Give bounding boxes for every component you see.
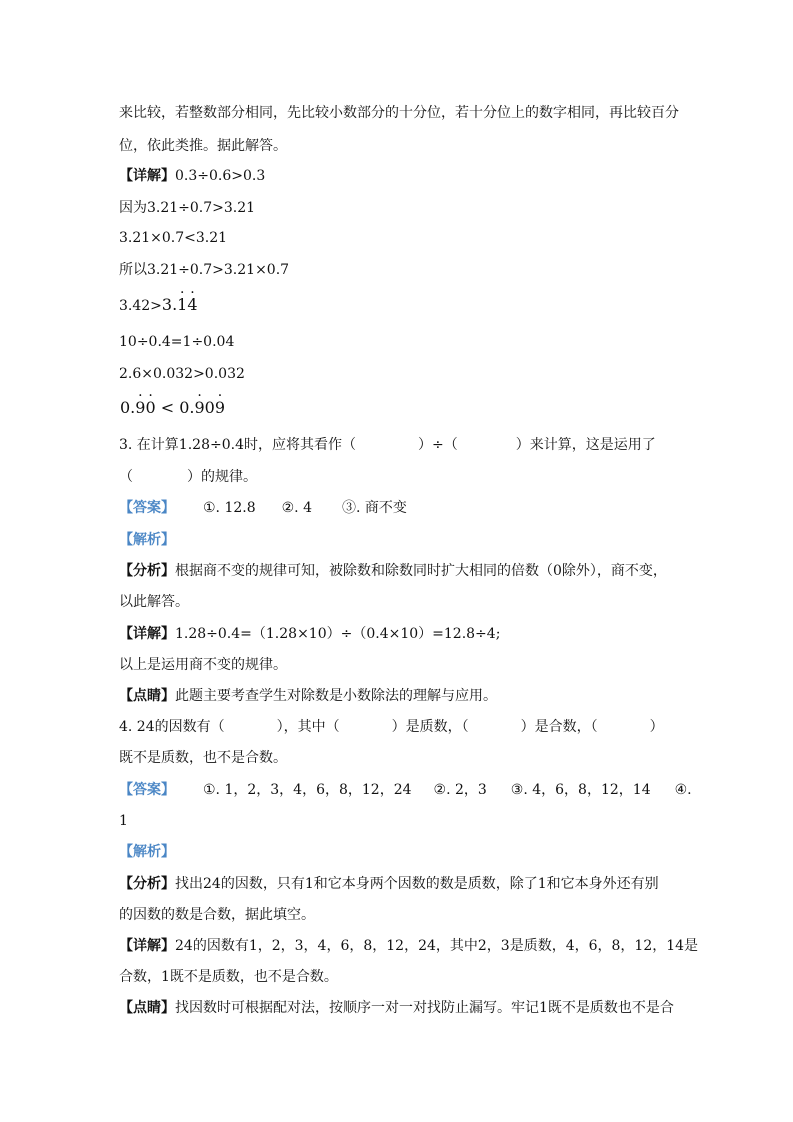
comparison-left: 3.42> [119,298,162,314]
q2-detail-line-8: 0.· 9· 0 < 0.· 90· 9 [120,398,225,418]
answer-label: 【答案】 [119,500,175,516]
repeating-decimal: 3.· 1· 4 [162,295,198,314]
q3-stem-line-2: （ ）的规律。 [119,469,257,485]
answer-label: 【答案】 [119,782,175,798]
q4-answer: 【答案】 ①. 1，2，3，4，6，8，12，24 ②. 2，3 ③. 4，6，8，12，14 ④. [119,782,692,798]
q4-analysis-label: 【解析】 [119,844,175,860]
q4-stem-line-2: 既不是质数，也不是合数。 [119,750,287,766]
q2-detail-line-6: 10÷0.4=1÷0.04 [119,334,235,350]
q2-detail-line-1 [119,166,265,186]
q3-answer: 【答案】 ①. 12.8 ②. 4 ③. 商不变 [119,500,407,516]
q2-detail-line-7: 2.6×0.032>0.032 [119,366,245,382]
q3-stem-line-1: 3. 在计算1.28÷0.4时，应将其看作（ ）÷（ ）来计算，这是运用了 [119,437,656,453]
q3-fenxi-line-1: 【分析】根据商不变的规律可知，被除数和除数同时扩大相同的倍数（0除外），商不变， [119,563,667,579]
intro-line-2: 位，依此类推。据此解答。 [119,138,287,154]
q4-fenxi-line-1: 【分析】找出24的因数，只有1和它本身两个因数的数是质数，除了1和它本身外还有别 [119,876,659,892]
q3-detail-line-2: 以上是运用商不变的规律。 [119,657,287,673]
q2-detail-line-3: 3.21×0.7<3.21 [119,230,228,246]
q2-detail-line-5 [119,295,198,316]
intro-line-1: 来比较，若整数部分相同，先比较小数部分的十分位，若十分位上的数字相同，再比较百分 [119,105,679,121]
q4-answer-cont: 1 [119,813,128,829]
q4-detail-line-1: 【详解】24的因数有1，2，3，4，6，8，12，24，其中2，3是质数，4，6，8，12，14是 [119,938,699,954]
detail-label: 【详解】 [119,168,175,184]
q4-stem-line-1: 4. 24的因数有（ ），其中（ ）是质数，（ ）是合数，（ ） [119,719,664,735]
q3-comment: 【点睛】此题主要考查学生对除数是小数除法的理解与应用。 [119,688,497,704]
q4-comment: 【点睛】找因数时可根据配对法，按顺序一对一对找防止漏写。牢记1既不是质数也不是合 [119,1000,674,1016]
q3-detail-line-1: 【详解】1.28÷0.4=（1.28×10）÷（0.4×10）=12.8÷4; [119,626,501,642]
q3-fenxi-line-2: 以此解答。 [119,594,189,610]
detail-text: 0.3÷0.6>0.3 [175,168,266,184]
q2-detail-line-2: 因为3.21÷0.7>3.21 [119,200,256,216]
q4-fenxi-line-2: 的因数的数是合数，据此填空。 [119,907,315,923]
q2-detail-line-4: 所以3.21÷0.7>3.21×0.7 [119,262,290,278]
q3-analysis-label: 【解析】 [119,532,175,548]
q4-detail-line-2: 合数，1既不是质数，也不是合数。 [119,969,338,985]
